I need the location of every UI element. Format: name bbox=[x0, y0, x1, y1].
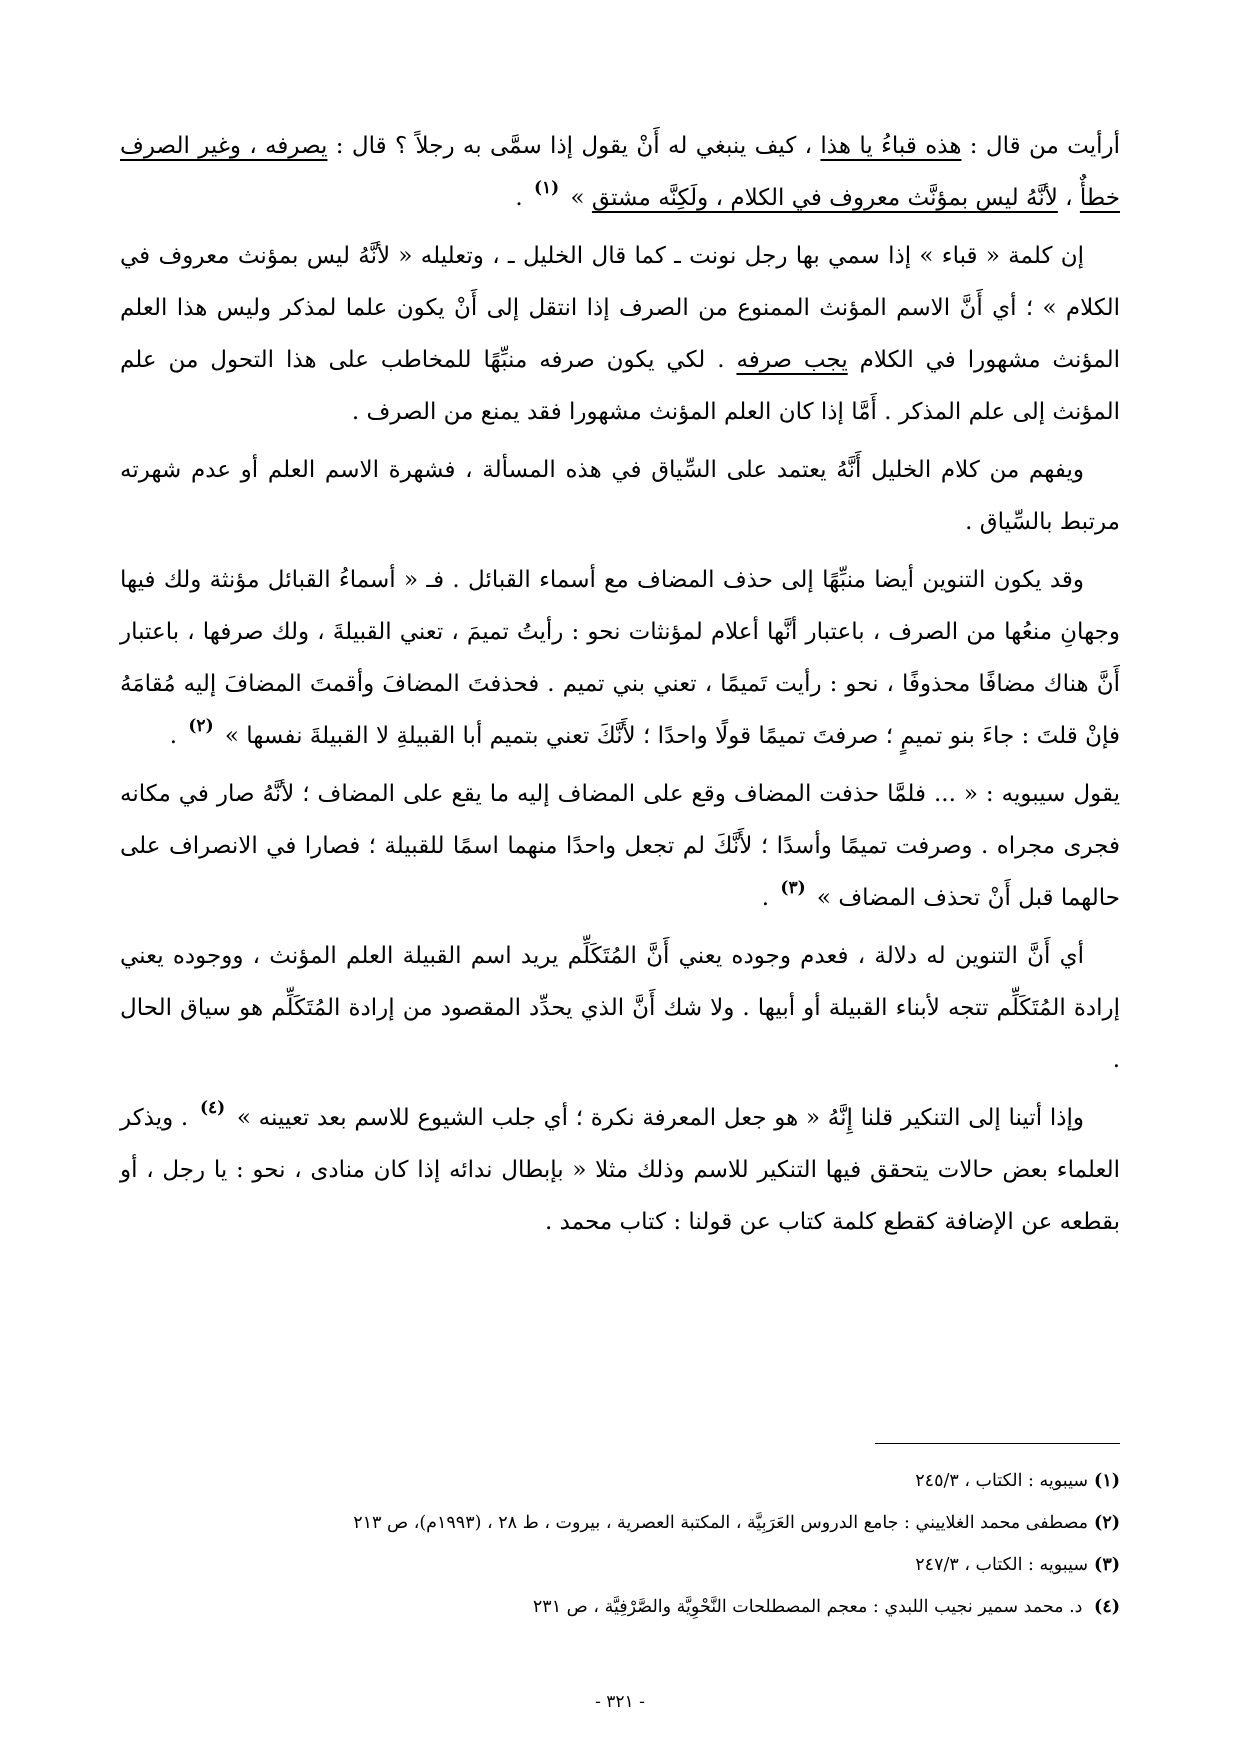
footnote-number: (٤) bbox=[1094, 1597, 1120, 1617]
text-segment: . bbox=[515, 185, 530, 211]
paragraph bbox=[120, 930, 1120, 1086]
footnote-marker: (١) bbox=[533, 178, 560, 198]
text-segment: . لكي يكون صرفه منبِّهًا للمخاطب على هذا التحول من علم المؤنث إلى علم المذكر . أَمَّا إذا كان العلم المؤنث مشهورا فقد يمنع من الصرف . bbox=[120, 347, 1120, 425]
text-segment: أرأيت من قال : bbox=[961, 133, 1120, 159]
text-segment: . bbox=[761, 885, 777, 911]
footnotes bbox=[120, 1460, 1120, 1628]
footnote-item bbox=[120, 1544, 1120, 1586]
text-segment: أي أَنَّ التنوين له دلالة ، فعدم وجوده يعني أَنَّ المُتَكَلِّم يريد اسم القبيلة العلم المؤنث ، ووجوده يعني إرادة المُتَكَلِّم تتجه لأبناء القبيلة أو أبيها . ولا شك أَنَّ الذي يحدِّد المقصود من إرادة المُتَكَلِّم هو سياق الحال . bbox=[120, 943, 1120, 1073]
paragraph bbox=[120, 444, 1120, 548]
body-text bbox=[120, 120, 1120, 1248]
footnote-marker: (٤) bbox=[199, 1098, 226, 1118]
footnote-marker: (٢) bbox=[188, 716, 214, 736]
text-segment: . ويذكر العلماء بعض حالات يتحقق فيها التنكير للاسم وذلك مثلا « بإبطال ندائه إذا كان منادى ، نحو : يا رجل ، أو بقطعه عن الإضافة كقطع كلمة كتاب عن قولنا : كتاب محمد . bbox=[120, 1105, 1120, 1235]
text-segment: وقد يكون التنوين أيضا منبِّهًا إلى حذف المضاف مع أسماء القبائل . فـ « أسماءُ القبائل مؤنثة ولك فيها وجهانِ منعُها من الصرف ، باعتبار أنَّها أعلام لمؤنثات نحو : رأيتُ تميمَ ، تعني القبيلةَ ، ولك صرفها ، باعتبار أَنَّ هناك مضافًا محذوفًا ، نحو : رأيت تَميمًا ، تعني بني تميم . فحذفتَ المضافَ وأقمتَ المضافَ إليه مُقامَهُ فإنْ قلتَ : جاءَ بنو تميمٍ ؛ صرفتَ تميمًا قولًا واحدًا ؛ لأَنَّكَ تعني بتميم أبا القبيلةِ لا القبيلةَ نفسها » bbox=[120, 567, 1120, 749]
underlined-text: يجب صرفه bbox=[736, 347, 848, 373]
text-segment: يقول سيبويه : « ... فلمَّا حذفت المضاف وقع على المضاف إليه ما يقع على المضاف ؛ لأنَّهُ صار في مكانه فجرى مجراه . وصرفت تميمًا وأسدًا ؛ لأَنَّكَ لم تجعل واحدًا منهما اسمًا للقبيلة ؛ فصارا في الانصراف على حالهما قبل أَنْ تحذف المضاف » bbox=[120, 781, 1120, 911]
page-number: - ٣٢١ - bbox=[595, 1692, 645, 1712]
footnote-text: د. محمد سمير نجيب اللبدي : معجم المصطلحات النَّحْوِيَّة والصَّرْفِيَّة ، ص ٢٣١ bbox=[532, 1597, 1089, 1617]
footnote-text: مصطفى محمد الغلاييني : جامع الدروس العَرَبِيَّة ، المكتبة العصرية ، بيروت ، ط ٢٨ ، (١٩٩٣م)، ص ٢١٣ bbox=[353, 1513, 1089, 1533]
text-segment: إن كلمة « قباء » إذا سمي بها رجل نونت ـ كما قال الخليل ـ ، وتعليله « لأنَّهُ ليس بمؤنث معروف في الكلام » ؛ أي أَنَّ الاسم المؤنث الممنوع من الصرف إذا انتقل إلى أَنْ يكون علما لمذكر وليس هذا العلم المؤنث مشهورا في الكلام bbox=[120, 243, 1120, 373]
paragraph bbox=[120, 120, 1120, 224]
paragraph bbox=[120, 554, 1120, 762]
paragraph bbox=[120, 1092, 1120, 1248]
footnote-item bbox=[120, 1586, 1120, 1628]
text-segment: ، bbox=[1057, 185, 1080, 211]
text-segment: ، كيف ينبغي له أَنْ يقول إذا سمَّى به رجلاً ؟ قال : bbox=[327, 133, 821, 159]
footnote-number: (١) bbox=[1094, 1471, 1120, 1491]
footnote-marker: (٣) bbox=[780, 878, 806, 898]
text-segment: . bbox=[169, 723, 185, 749]
footnote-item bbox=[120, 1460, 1120, 1502]
underlined-text: هذه قباءُ يا هذا bbox=[820, 133, 962, 159]
footnote-text: سيبويه : الكتاب ، ٢٤٥/٣ bbox=[915, 1471, 1089, 1491]
paragraph bbox=[120, 230, 1120, 438]
paragraph bbox=[120, 768, 1120, 924]
underlined-text: لأنَّهُ ليس بمؤنَّث معروف في الكلام ، ولَكِنَّه مشتق bbox=[591, 185, 1058, 211]
text-segment: وإذا أتينا إلى التنكير قلنا إِنَّهُ « هو جعل المعرفة نكرة ؛ أي جلب الشيوع للاسم بعد تعيينه » bbox=[229, 1105, 1084, 1131]
text-segment: » bbox=[563, 185, 592, 211]
footnote-text: سيبويه : الكتاب ، ٢٤٧/٣ bbox=[915, 1555, 1089, 1575]
underlined-text: يصرفه ، وغير الصرف خطأٌ bbox=[120, 133, 1120, 211]
footnote-item bbox=[120, 1502, 1120, 1544]
footnote-separator bbox=[875, 1443, 1120, 1444]
footnote-number: (٣) bbox=[1094, 1555, 1120, 1575]
text-segment: ويفهم من كلام الخليل أَنَّهُ يعتمد على السِّياق في هذه المسألة ، فشهرة الاسم العلم أو عدم شهرته مرتبط بالسِّياق . bbox=[120, 457, 1120, 535]
footnote-number: (٢) bbox=[1094, 1513, 1120, 1533]
